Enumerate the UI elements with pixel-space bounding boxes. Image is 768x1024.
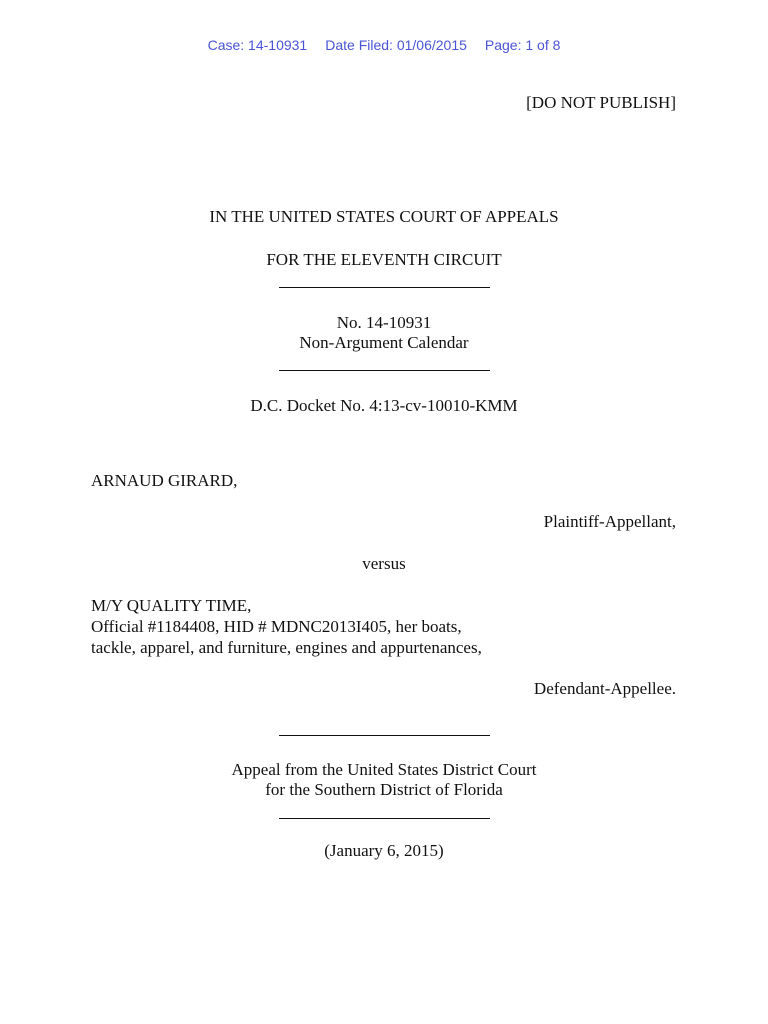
divider-rule (279, 818, 490, 819)
divider-rule (279, 370, 490, 371)
calendar-type: Non-Argument Calendar (299, 333, 469, 352)
docket-number: D.C. Docket No. 4:13-cv-10010-KMM (250, 396, 518, 415)
court-title: IN THE UNITED STATES COURT OF APPEALS (209, 207, 559, 226)
appeal-district: for the Southern District of Florida (265, 780, 503, 799)
plaintiff-name: ARNAUD GIRARD, (91, 471, 238, 490)
decision-date: (January 6, 2015) (324, 841, 444, 860)
defendant-details: Official #1184408, HID # MDNC2013I405, her boats, (91, 617, 462, 636)
publish-tag: [DO NOT PUBLISH] (526, 93, 676, 112)
circuit-title: FOR THE ELEVENTH CIRCUIT (266, 250, 502, 269)
defendant-name: M/Y QUALITY TIME, (91, 596, 252, 615)
date-filed-stamp: Date Filed: 01/06/2015 (325, 37, 467, 53)
page-number-stamp: Page: 1 of 8 (484, 37, 561, 53)
case-number-stamp: Case: 14-10931 (207, 37, 308, 53)
defendant-role: Defendant-Appellee. (533, 679, 676, 698)
divider-rule (279, 735, 490, 736)
filing-stamp (0, 37, 768, 53)
versus-label: versus (362, 554, 406, 573)
case-number: No. 14-10931 (336, 313, 432, 332)
divider-rule (279, 287, 490, 288)
defendant-details: tackle, apparel, and furniture, engines and appurtenances, (91, 638, 482, 657)
plaintiff-role: Plaintiff-Appellant, (543, 512, 676, 531)
appeal-origin: Appeal from the United States District Court (231, 760, 537, 779)
